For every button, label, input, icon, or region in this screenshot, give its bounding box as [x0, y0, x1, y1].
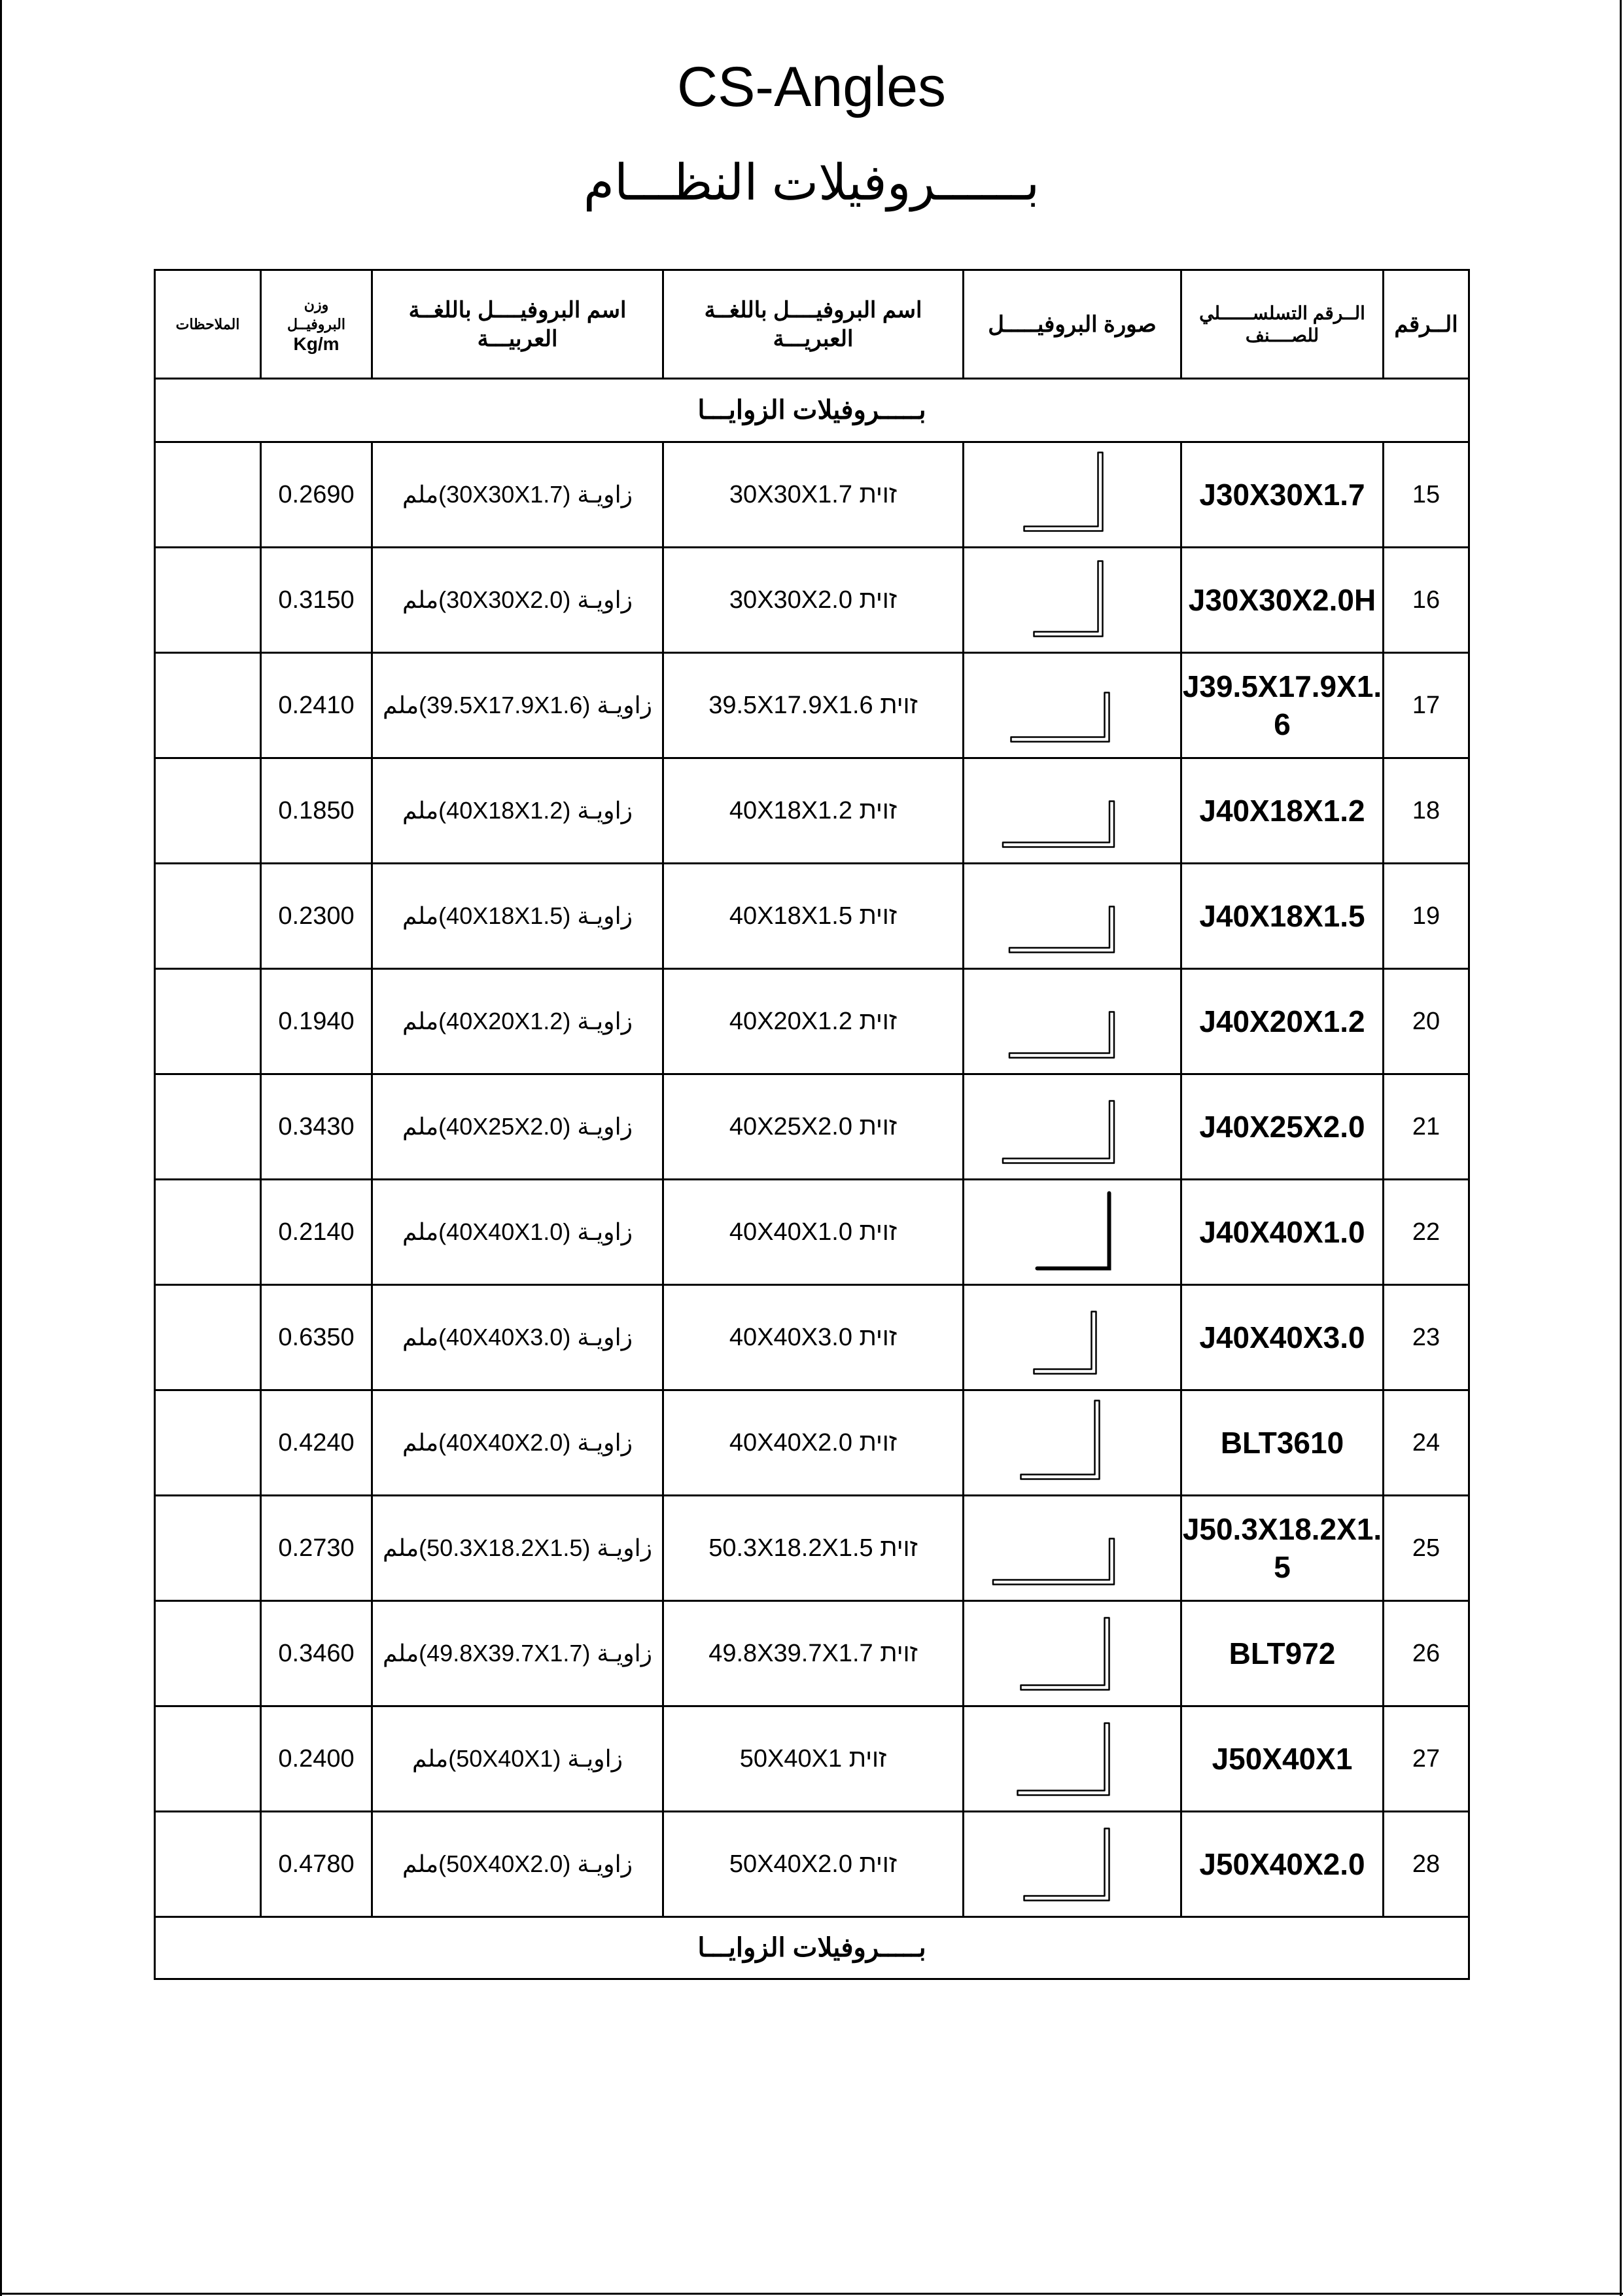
arabic-name-cell: زاويـة (30X30X2.0)ملم — [372, 548, 663, 653]
table-row — [155, 1706, 1469, 1812]
arabic-name-cell: زاويـة (50X40X1)ملم — [372, 1706, 663, 1812]
arabic-name-cell: زاويـة (39.5X17.9X1.6)ملم — [372, 653, 663, 758]
arabic-name-cell: زاويـة (40X40X3.0)ملم — [372, 1285, 663, 1390]
angle-profile-shape — [1003, 1101, 1114, 1163]
row-number-cell: 28 — [1384, 1812, 1469, 1917]
angle-profile-icon — [964, 1182, 1182, 1283]
page-border-bottom — [0, 2293, 1623, 2295]
table-row — [155, 442, 1469, 548]
angle-profile-icon — [964, 1392, 1182, 1494]
serial-code-cell: J40X40X1.0 — [1181, 1180, 1384, 1285]
angle-profile-icon — [964, 1498, 1182, 1599]
profiles-table — [154, 269, 1470, 1980]
serial-code-cell: J40X40X3.0 — [1181, 1285, 1384, 1390]
angle-profile-shape — [1034, 561, 1103, 636]
angle-profile-shape — [1011, 692, 1109, 741]
angle-profile-icon — [964, 760, 1182, 862]
angle-profile-shape — [1018, 1723, 1109, 1795]
hebrew-name-cell: זוית 50X40X2.0 — [663, 1812, 964, 1917]
page-border-right — [1620, 0, 1622, 2296]
footer-label: بـــــروفيلات الزوايـــا — [155, 1917, 1469, 1979]
weight-cell: 0.3430 — [261, 1074, 372, 1180]
hebrew-name-cell: זוית 40X25X2.0 — [663, 1074, 964, 1180]
row-number-cell: 15 — [1384, 442, 1469, 548]
serial-code-cell: J39.5X17.9X1.6 — [1181, 653, 1384, 758]
table-row — [155, 969, 1469, 1074]
notes-cell — [155, 1812, 261, 1917]
angle-profile-shape — [1034, 1311, 1096, 1373]
table-row — [155, 1074, 1469, 1180]
table-row — [155, 548, 1469, 653]
angle-profile-icon — [964, 1603, 1182, 1704]
weight-cell: 0.3460 — [261, 1601, 372, 1706]
weight-cell: 0.2410 — [261, 653, 372, 758]
hebrew-name-cell: זוית 40X18X1.2 — [663, 758, 964, 864]
hebrew-name-cell: זוית 50.3X18.2X1.5 — [663, 1496, 964, 1601]
header-hebrew-name: اسم البروفيــــل باللغــة العبريـــة — [663, 270, 964, 379]
serial-code-cell: J50X40X1 — [1181, 1706, 1384, 1812]
page-title: CS-Angles — [676, 56, 947, 118]
serial-code-cell: J50X40X2.0 — [1181, 1812, 1384, 1917]
angle-profile-icon — [964, 866, 1182, 967]
angle-profile-shape — [993, 1538, 1114, 1584]
header-weight-line1: وزن — [304, 296, 329, 313]
hebrew-name-cell: זוית 40X18X1.5 — [663, 864, 964, 969]
table-row — [155, 1812, 1469, 1917]
weight-cell: 0.1850 — [261, 758, 372, 864]
page-border-left — [0, 0, 2, 2296]
angle-profile-icon — [964, 971, 1182, 1072]
header-arabic-name: اسم البروفيــــل باللغــة العربيـــة — [372, 270, 663, 379]
serial-code-cell: BLT972 — [1181, 1601, 1384, 1706]
serial-code-cell: J30X30X1.7 — [1181, 442, 1384, 548]
arabic-name-cell: زاويـة (50.3X18.2X1.5)ملم — [372, 1496, 663, 1601]
arabic-name-cell: زاويـة (40X40X2.0)ملم — [372, 1390, 663, 1496]
profile-image-cell — [964, 969, 1181, 1074]
row-number-cell: 22 — [1384, 1180, 1469, 1285]
row-number-cell: 16 — [1384, 548, 1469, 653]
hebrew-name-cell: זוית 40X40X3.0 — [663, 1285, 964, 1390]
angle-profile-icon — [964, 1287, 1182, 1388]
arabic-name-cell: زاويـة (30X30X1.7)ملم — [372, 442, 663, 548]
profile-image-cell — [964, 442, 1181, 548]
section-label: بـــــروفيلات الزوايـــا — [155, 379, 1469, 442]
table-row — [155, 653, 1469, 758]
notes-cell — [155, 548, 261, 653]
angle-profile-shape — [1024, 452, 1103, 531]
angle-profile-shape — [1009, 1012, 1114, 1057]
row-number-cell: 23 — [1384, 1285, 1469, 1390]
arabic-name-cell: زاويـة (50X40X2.0)ملم — [372, 1812, 663, 1917]
arabic-name-cell: زاويـة (40X18X1.2)ملم — [372, 758, 663, 864]
row-number-cell: 24 — [1384, 1390, 1469, 1496]
hebrew-name-cell: זוית 40X20X1.2 — [663, 969, 964, 1074]
angle-profile-icon — [964, 1814, 1182, 1915]
table-row — [155, 1496, 1469, 1601]
section-row — [155, 379, 1469, 442]
weight-cell: 0.6350 — [261, 1285, 372, 1390]
notes-cell — [155, 653, 261, 758]
hebrew-name-cell: זוית 30X30X1.7 — [663, 442, 964, 548]
row-number-cell: 25 — [1384, 1496, 1469, 1601]
angle-profile-icon — [964, 1076, 1182, 1178]
weight-cell: 0.2140 — [261, 1180, 372, 1285]
page-subtitle: بــــــروفيلات النظـــام — [583, 155, 1040, 211]
table-row — [155, 864, 1469, 969]
notes-cell — [155, 1074, 261, 1180]
weight-cell: 0.1940 — [261, 969, 372, 1074]
notes-cell — [155, 1496, 261, 1601]
profile-image-cell — [964, 1180, 1181, 1285]
header-weight-line2: البروفيــل — [287, 315, 345, 332]
weight-cell: 0.2690 — [261, 442, 372, 548]
row-number-cell: 27 — [1384, 1706, 1469, 1812]
row-number-cell: 19 — [1384, 864, 1469, 969]
header-row — [155, 270, 1469, 379]
table-row — [155, 1390, 1469, 1496]
hebrew-name-cell: זוית 39.5X17.9X1.6 — [663, 653, 964, 758]
serial-code-cell: BLT3610 — [1181, 1390, 1384, 1496]
header-weight-unit: Kg/m — [293, 333, 340, 354]
angle-profile-shape — [1009, 906, 1114, 952]
row-number-cell: 20 — [1384, 969, 1469, 1074]
hebrew-name-cell: זוית 40X40X1.0 — [663, 1180, 964, 1285]
serial-code-cell: J40X20X1.2 — [1181, 969, 1384, 1074]
angle-profile-shape — [1021, 1400, 1100, 1479]
notes-cell — [155, 1390, 261, 1496]
table-row — [155, 758, 1469, 864]
table-row — [155, 1601, 1469, 1706]
profile-image-cell — [964, 758, 1181, 864]
arabic-name-cell: زاويـة (40X18X1.5)ملم — [372, 864, 663, 969]
profile-image-cell — [964, 1285, 1181, 1390]
angle-profile-icon — [964, 444, 1182, 546]
weight-cell: 0.2400 — [261, 1706, 372, 1812]
angle-profile-shape — [1038, 1193, 1109, 1268]
angle-profile-icon — [964, 1708, 1182, 1810]
hebrew-name-cell: זוית 49.8X39.7X1.7 — [663, 1601, 964, 1706]
angle-profile-shape — [1003, 801, 1114, 847]
header-weight — [261, 270, 372, 379]
profile-image-cell — [964, 653, 1181, 758]
header-notes: الملاحظات — [155, 270, 261, 379]
notes-cell — [155, 1180, 261, 1285]
notes-cell — [155, 864, 261, 969]
weight-cell: 0.4240 — [261, 1390, 372, 1496]
angle-profile-icon — [964, 655, 1182, 756]
hebrew-name-cell: זוית 40X40X2.0 — [663, 1390, 964, 1496]
profile-image-cell — [964, 1706, 1181, 1812]
profile-image-cell — [964, 1601, 1181, 1706]
profile-image-cell — [964, 864, 1181, 969]
angle-profile-shape — [1024, 1828, 1109, 1900]
arabic-name-cell: زاويـة (49.8X39.7X1.7)ملم — [372, 1601, 663, 1706]
arabic-name-cell: زاويـة (40X25X2.0)ملم — [372, 1074, 663, 1180]
weight-cell: 0.4780 — [261, 1812, 372, 1917]
weight-cell: 0.2730 — [261, 1496, 372, 1601]
arabic-name-cell: زاويـة (40X40X1.0)ملم — [372, 1180, 663, 1285]
header-serial: الــرقم التسلســــــلي للصــــنف — [1181, 270, 1384, 379]
notes-cell — [155, 1706, 261, 1812]
notes-cell — [155, 442, 261, 548]
serial-code-cell: J50.3X18.2X1.5 — [1181, 1496, 1384, 1601]
profile-image-cell — [964, 548, 1181, 653]
serial-code-cell: J40X25X2.0 — [1181, 1074, 1384, 1180]
hebrew-name-cell: זוית 50X40X1 — [663, 1706, 964, 1812]
profile-image-cell — [964, 1074, 1181, 1180]
row-number-cell: 26 — [1384, 1601, 1469, 1706]
row-number-cell: 18 — [1384, 758, 1469, 864]
weight-cell: 0.3150 — [261, 548, 372, 653]
notes-cell — [155, 1601, 261, 1706]
header-image: صورة البروفيـــــل — [964, 270, 1181, 379]
serial-code-cell: J40X18X1.5 — [1181, 864, 1384, 969]
notes-cell — [155, 758, 261, 864]
table-row — [155, 1285, 1469, 1390]
notes-cell — [155, 969, 261, 1074]
angle-profile-shape — [1021, 1617, 1109, 1689]
arabic-name-cell: زاويـة (40X20X1.2)ملم — [372, 969, 663, 1074]
footer-row — [155, 1917, 1469, 1979]
angle-profile-icon — [964, 550, 1182, 651]
row-number-cell: 17 — [1384, 653, 1469, 758]
weight-cell: 0.2300 — [261, 864, 372, 969]
profile-image-cell — [964, 1496, 1181, 1601]
hebrew-name-cell: זוית 30X30X2.0 — [663, 548, 964, 653]
profile-image-cell — [964, 1390, 1181, 1496]
row-number-cell: 21 — [1384, 1074, 1469, 1180]
serial-code-cell: J40X18X1.2 — [1181, 758, 1384, 864]
serial-code-cell: J30X30X2.0H — [1181, 548, 1384, 653]
notes-cell — [155, 1285, 261, 1390]
header-number: الــرقم — [1384, 270, 1469, 379]
profile-image-cell — [964, 1812, 1181, 1917]
table-row — [155, 1180, 1469, 1285]
